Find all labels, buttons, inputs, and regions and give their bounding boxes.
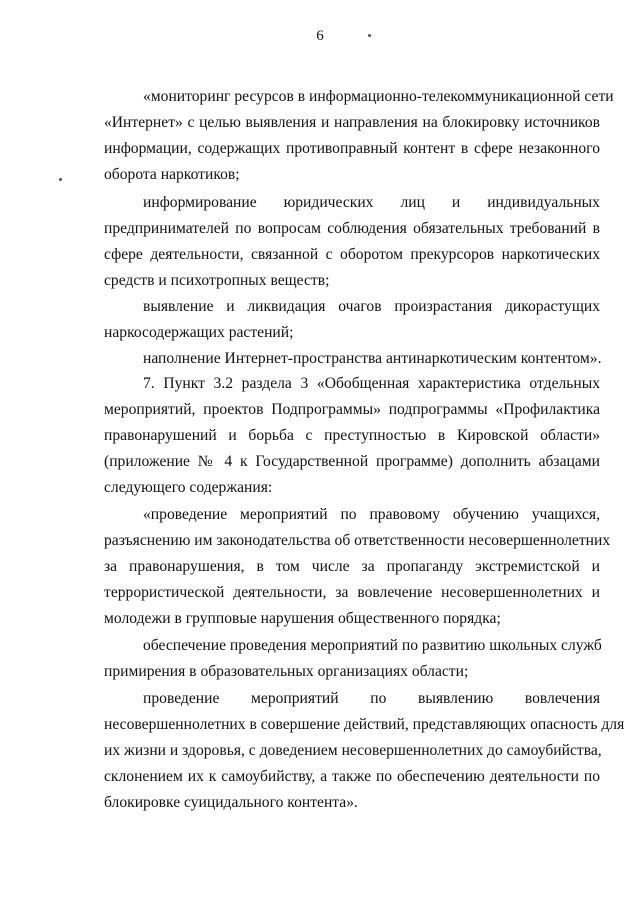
word: выявление — [143, 298, 214, 315]
text-line — [143, 502, 600, 528]
text-line: правонарушений и борьба с преступностью в Кировской области» — [104, 427, 600, 444]
text-line: террористической деятельности, за вовлечение несовершеннолетних и — [104, 584, 600, 601]
text-line: примирения в образовательных организациях области; — [104, 663, 469, 680]
word: произрастания — [394, 298, 493, 315]
text-line: сфере деятельности, связанной с оборотом прекурсоров наркотических — [104, 246, 600, 263]
page-number: 6 — [316, 28, 324, 44]
text-line: молодежи в групповые нарушения общественного порядка; — [104, 610, 501, 627]
word: правовому — [369, 506, 440, 523]
scan-speck — [59, 178, 62, 181]
scan-speck — [368, 34, 371, 37]
text-line: наполнение Интернет-пространства антинаркотическим контентом». — [143, 350, 602, 367]
word: выявлению — [418, 690, 494, 707]
text-line: «мониторинг ресурсов в информационно-телекоммуникационной сети — [143, 88, 614, 105]
text-line: следующего содержания: — [104, 479, 273, 496]
text-line: за правонарушения, в том числе за пропаганду экстремистской и — [104, 558, 600, 575]
text-line — [143, 686, 600, 712]
word: мероприятий — [251, 690, 339, 707]
word: лиц — [400, 194, 425, 211]
word: информирование — [143, 194, 257, 211]
word: мероприятий — [240, 506, 328, 523]
word: и — [451, 194, 461, 211]
word: проведение — [143, 690, 220, 707]
word: «проведение — [143, 506, 228, 523]
text-line: информации, содержащих противоправный контент в сфере незаконного — [104, 140, 600, 157]
word: учащихся, — [531, 506, 600, 523]
text-line: обеспечение проведения мероприятий по развитию школьных служб — [143, 637, 602, 654]
text-line: наркосодержащих растений; — [104, 324, 294, 341]
text-line: блокировке суицидального контента». — [104, 794, 358, 811]
word: и — [226, 298, 235, 315]
text-line — [143, 294, 600, 320]
word: обучению — [452, 506, 519, 523]
word: индивидуальных — [487, 194, 600, 211]
text-line: средств и психотропных веществ; — [104, 272, 330, 289]
text-line: «Интернет» с целью выявления и направления на блокировку источников — [104, 114, 600, 131]
word: по — [370, 690, 387, 707]
text-line — [143, 190, 600, 216]
text-line: разъяснению им законодательства об ответственности несовершеннолетних — [104, 532, 611, 549]
word: вовлечения — [524, 690, 600, 707]
word: юридических — [283, 194, 374, 211]
text-line: мероприятий, проектов Подпрограммы» подпрограммы «Профилактика — [104, 401, 600, 418]
word: дикорастущих — [504, 298, 600, 315]
text-line: склонением их к самоубийству, а также по обеспечению деятельности по — [104, 768, 600, 785]
text-line: предпринимателей по вопросам соблюдения обязательных требований в — [104, 220, 600, 237]
text-line: 7. Пункт 3.2 раздела 3 «Обобщенная характеристика отдельных — [143, 375, 600, 392]
text-line: оборота наркотиков; — [104, 166, 240, 183]
text-line: их жизни и здоровья, с доведением несовершеннолетних до самоубийства, — [104, 742, 602, 759]
text-line: несовершеннолетних в совершение действий, представляющих опасность для — [104, 716, 625, 733]
word: очагов — [338, 298, 382, 315]
text-line: (приложение № 4 к Государственной программе) дополнить абзацами — [104, 453, 600, 470]
word: по — [340, 506, 357, 523]
word: ликвидация — [247, 298, 326, 315]
